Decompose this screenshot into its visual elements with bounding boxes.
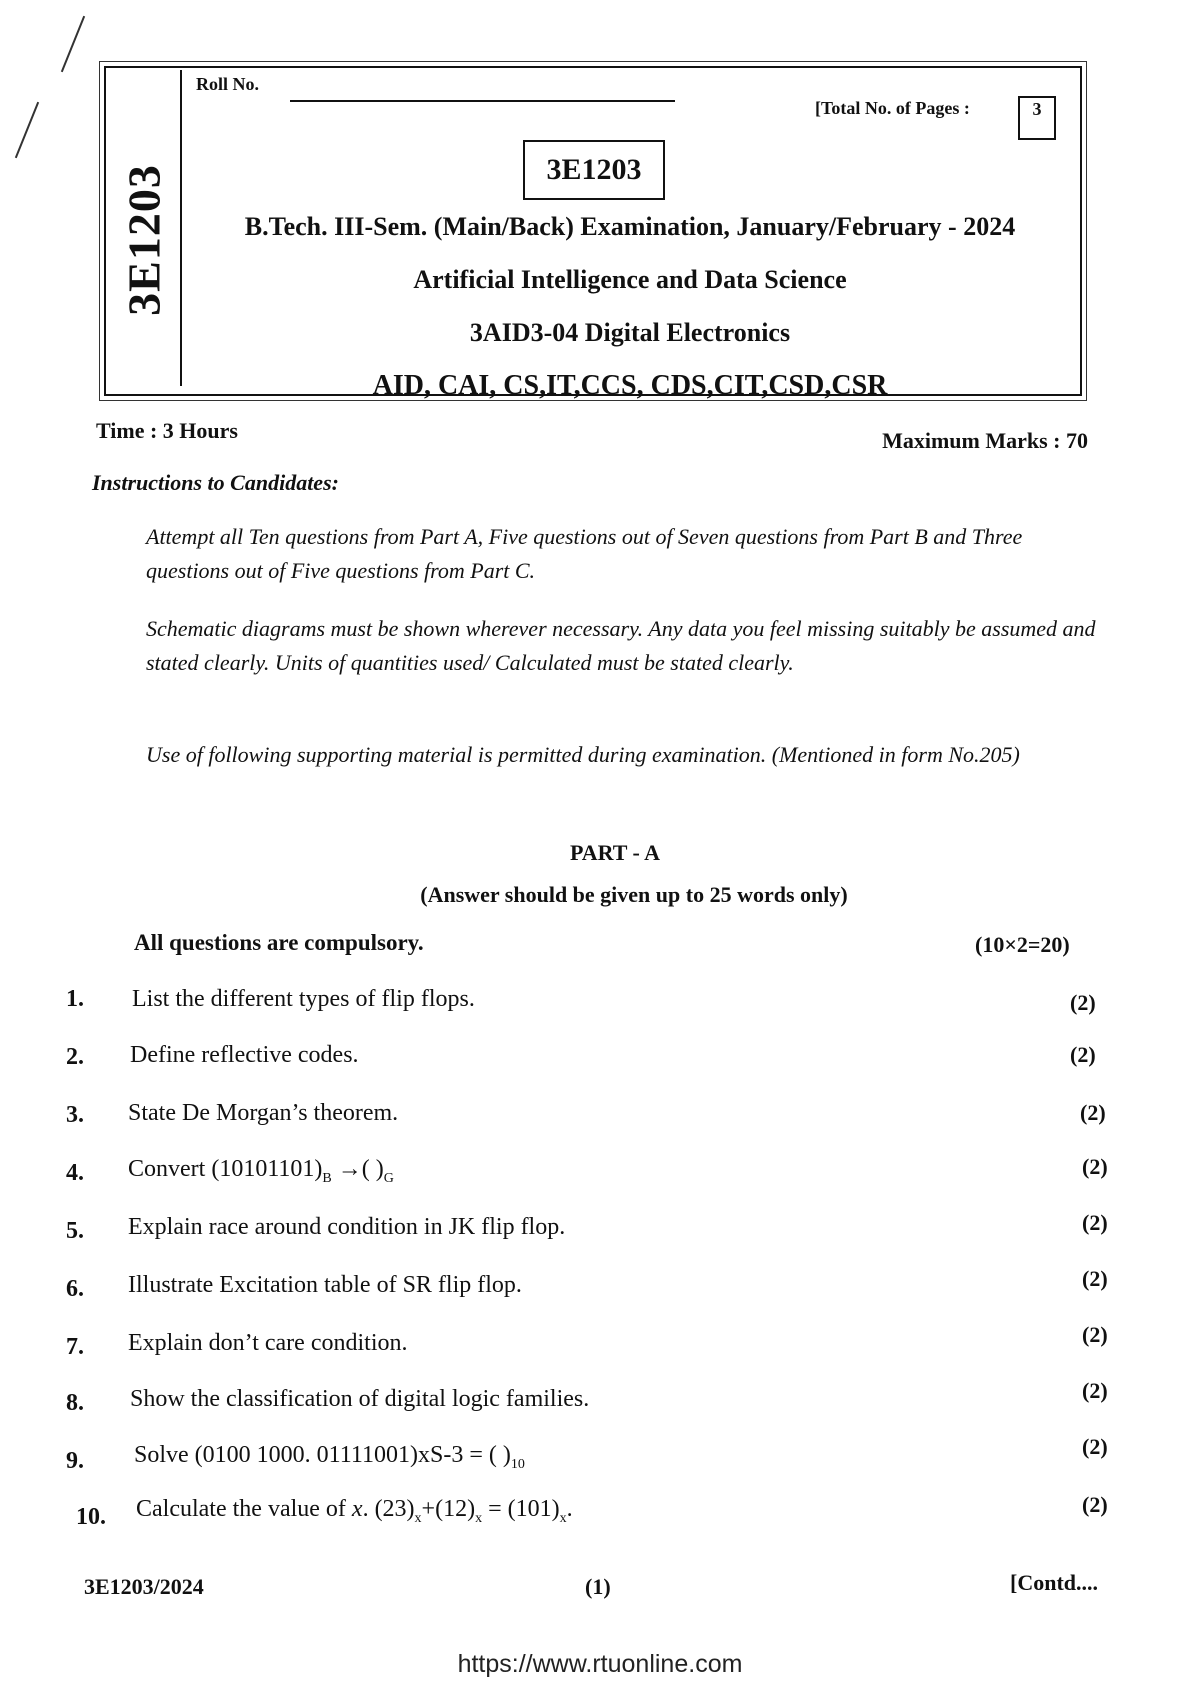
question-marks: (2) [1070, 990, 1096, 1015]
exam-title: B.Tech. III-Sem. (Main/Back) Examination, January/February - 2024 [244, 212, 1016, 241]
variable-x: x [351, 1496, 363, 1522]
roll-number-field[interactable] [290, 100, 675, 102]
question-number: 4. [66, 1160, 84, 1186]
maximum-marks: Maximum Marks : 70 [882, 428, 1088, 453]
question-text [136, 1496, 573, 1527]
instruction-item: Schematic diagrams must be shown wherever necessary. Any data you feel missing suitably be assumed and stated clearly. Units of quantities used/ Calculated must be stated clearly. [146, 616, 1096, 675]
instructions-title: Instructions to Candidates: [92, 470, 339, 495]
question-text-part: →( ) [331, 1156, 384, 1182]
question-text [128, 1156, 394, 1187]
roll-number-label: Roll No. [196, 74, 259, 94]
question-text-part: = (101) [482, 1496, 560, 1522]
streams-list: AID, CAI, CS,IT,CCS, CDS,CIT,CSD,CSR [372, 370, 888, 401]
question-marks: (2) [1082, 1492, 1108, 1517]
question-text-part: +(12) [421, 1496, 476, 1522]
base-subscript: B [322, 1170, 332, 1186]
question-text-part: . (23) [362, 1496, 415, 1522]
question-marks: (2) [1082, 1210, 1108, 1235]
base-subscript: 10 [510, 1456, 525, 1472]
question-marks: (2) [1082, 1434, 1108, 1459]
subject-title: 3AID3-04 Digital Electronics [469, 318, 791, 347]
question-number: 8. [66, 1390, 84, 1416]
continued-note: [Contd.... [1010, 1570, 1099, 1595]
question-text: Explain don’t care condition. [128, 1330, 408, 1356]
part-a-total-marks: (10×2=20) [975, 932, 1070, 957]
question-marks: (2) [1082, 1154, 1108, 1179]
question-number: 5. [66, 1218, 84, 1244]
footer-paper-code: 3E1203/2024 [84, 1574, 204, 1599]
question-marks: (2) [1070, 1042, 1096, 1067]
question-number: 10. [76, 1504, 106, 1530]
exam-duration: Time : 3 Hours [96, 418, 238, 443]
total-pages-label: [Total No. of Pages : [815, 98, 970, 118]
question-text-part: Calculate the value of [136, 1496, 352, 1522]
part-a-title: PART - A [569, 840, 661, 865]
question-text-part: . [566, 1496, 573, 1522]
question-number: 2. [66, 1044, 84, 1070]
base-subscript: x [475, 1510, 483, 1526]
question-marks: (2) [1082, 1266, 1108, 1291]
question-text: Show the classification of digital logic families. [130, 1386, 590, 1412]
question-text: Illustrate Excitation table of SR flip flop. [128, 1272, 522, 1298]
paper-code: 3E1203 [523, 140, 665, 200]
scan-mark [61, 16, 85, 72]
question-text: Explain race around condition in JK flip flop. [128, 1214, 566, 1240]
question-number: 7. [66, 1334, 84, 1360]
question-text: Define reflective codes. [130, 1042, 359, 1068]
question-number: 1. [66, 986, 84, 1012]
base-subscript: x [414, 1510, 422, 1526]
question-number: 6. [66, 1276, 84, 1302]
question-marks: (2) [1082, 1378, 1108, 1403]
part-a-subtitle: (Answer should be given up to 25 words only) [420, 882, 848, 907]
total-pages-value: 3 [1018, 96, 1056, 140]
question-marks: (2) [1082, 1322, 1108, 1347]
question-text-part: Convert (10101101) [128, 1156, 323, 1182]
page-number: (1) [585, 1574, 611, 1599]
compulsory-note: All questions are compulsory. [134, 930, 424, 955]
question-text: List the different types of flip flops. [132, 986, 475, 1012]
question-marks: (2) [1080, 1100, 1106, 1125]
scan-mark [15, 102, 39, 158]
question-number: 9. [66, 1448, 84, 1474]
branch-title: Artificial Intelligence and Data Science [413, 265, 847, 294]
question-text [134, 1442, 525, 1473]
question-number: 3. [66, 1102, 84, 1128]
side-paper-code: 3E1203 [118, 164, 170, 316]
question-text-part: Solve (0100 1000. 01111001)xS-3 = ( ) [134, 1442, 511, 1468]
instruction-item: Use of following supporting material is permitted during examination. (Mentioned in form No.205) [146, 742, 1020, 767]
source-url[interactable]: https://www.rtuonline.com [457, 1650, 743, 1678]
base-subscript: x [559, 1510, 567, 1526]
question-text: State De Morgan’s theorem. [128, 1100, 399, 1126]
instruction-item: Attempt all Ten questions from Part A, Five questions out of Seven questions from Part B and Three questions out of Five questions from Part C. [146, 524, 1023, 583]
base-subscript: G [383, 1170, 394, 1186]
